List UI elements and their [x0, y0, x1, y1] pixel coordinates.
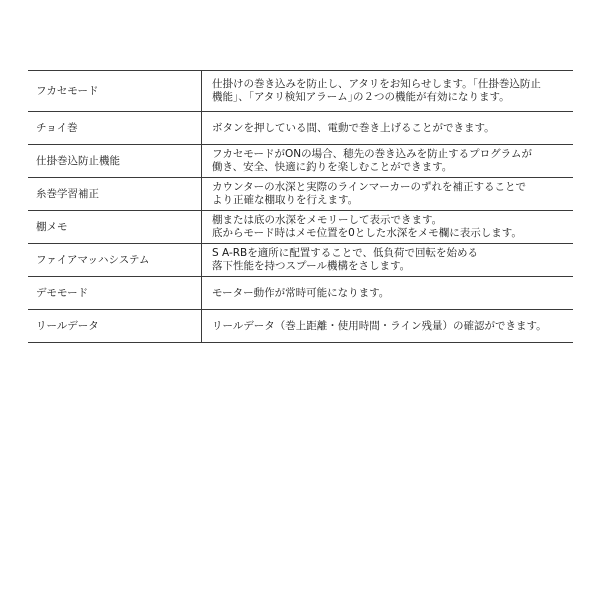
description-line: 機能｣、｢アタリ検知アラーム｣の２つの機能が有効になります。: [212, 91, 510, 103]
feature-name: チョイ巻: [28, 112, 202, 145]
description-line: フカセモードがONの場合、穂先の巻き込みを防止するプログラムが: [212, 148, 532, 160]
feature-spec-table: [28, 70, 573, 343]
table-row: [28, 277, 573, 310]
table-row: [28, 310, 573, 343]
description-line: カウンターの水深と実際のラインマーカーのずれを補正することで: [212, 181, 527, 193]
feature-description: [202, 310, 574, 343]
description-line: 棚または底の水深をメモリーして表示できます。: [212, 214, 443, 226]
feature-name: リールデータ: [28, 310, 202, 343]
description-line: リールデータ（巻上距離・使用時間・ライン残量）の確認ができます。: [212, 319, 547, 332]
description-line: 底からモード時はメモ位置を0とした水深をメモ欄に表示します。: [212, 227, 522, 239]
feature-description: [202, 244, 574, 277]
description-line: より正確な棚取りを行えます。: [212, 194, 359, 206]
feature-description: [202, 145, 574, 178]
feature-name: 仕掛巻込防止機能: [28, 145, 202, 178]
description-line: ボタンを押している間、電動で巻き上げることができます。: [212, 121, 495, 134]
feature-description: [202, 211, 574, 244]
table-row: [28, 178, 573, 211]
feature-name: 棚メモ: [28, 211, 202, 244]
feature-name: デモモード: [28, 277, 202, 310]
description-line: 落下性能を持つスプール機構をさします。: [212, 260, 411, 272]
feature-description: [202, 71, 574, 112]
feature-description: [202, 112, 574, 145]
feature-name: ファイアマッハシステム: [28, 244, 202, 277]
table-row: [28, 145, 573, 178]
feature-name: 糸巻学習補正: [28, 178, 202, 211]
table-row: [28, 112, 573, 145]
feature-description: [202, 178, 574, 211]
table-row: [28, 244, 573, 277]
description-line: 働き、安全、快適に釣りを楽しむことができます。: [212, 161, 453, 173]
feature-name: フカセモード: [28, 71, 202, 112]
description-line: モーター動作が常時可能になります。: [212, 286, 390, 299]
feature-description: [202, 277, 574, 310]
table-row: [28, 71, 573, 112]
description-line: S A-RBを適所に配置することで、低負荷で回転を始める: [212, 247, 479, 259]
description-line: 仕掛けの巻き込みを防止し、アタリをお知らせします。｢仕掛巻込防止: [212, 78, 541, 90]
table-row: [28, 211, 573, 244]
